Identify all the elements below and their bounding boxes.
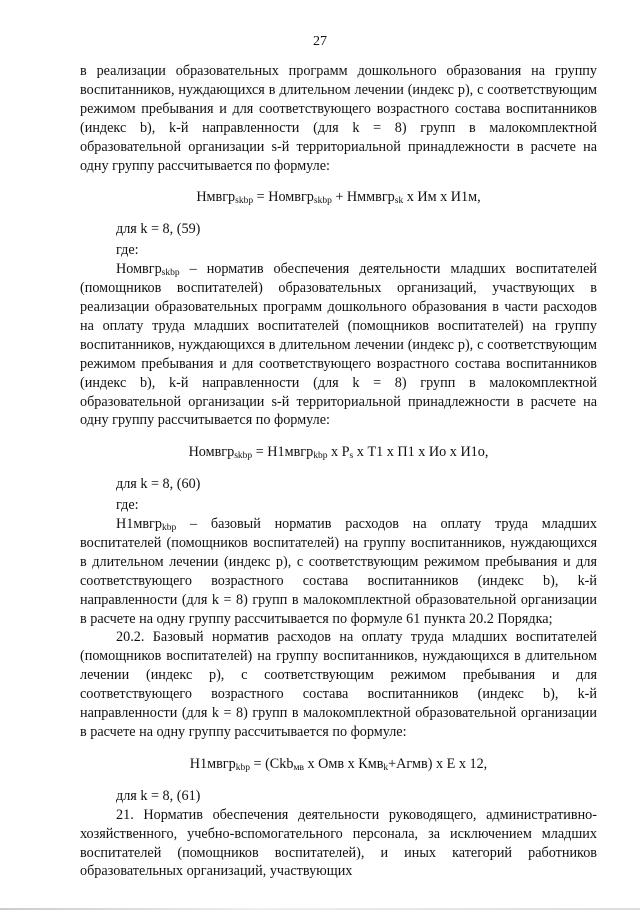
formula-term: х Р: [327, 444, 350, 461]
formula-60: [80, 443, 597, 462]
formula-subscript: kbp: [313, 451, 328, 462]
symbol: Номвгр: [116, 261, 162, 278]
symbol-subscript: kbp: [161, 523, 177, 534]
definition-text: – базовый норматив расходов на оплату труда младших воспитателей (помощников воспитателей) на группу воспитанников, нуждающихся в длительном лечении (индекс p), с соответствующим режимом пребывания и для соответствующего возрастного состава воспитанников (индекс b), k-й направленности (для k = 8) групп в малокомплектной образовательной организации в расчете на одну группу рассчитывается по формуле 61 пункта 20.2 Порядка;: [80, 516, 597, 627]
formula-subscript: k: [383, 762, 389, 773]
formula-term: + Нммвгр: [331, 189, 395, 206]
formula-subscript: мв: [293, 762, 304, 773]
formula-term: х Т1 х П1 х Ио х И1о,: [353, 444, 489, 461]
formula-term: х Омв х Кмв: [303, 755, 384, 772]
page-number: 27: [313, 34, 327, 49]
where-label: где:: [116, 497, 139, 514]
paragraph-intro: в реализации образовательных программ дошкольного образования на группу воспитанников, нуждающихся в длительном лечении (индекс p), с соответствующим режимом пребывания и для соответствующего возрастного состава воспитанников (индекс b), k-й направленности (для k = 8) групп в малокомплектной образовательной организации s-й территориальной принадлежности в расчете на одну группу рассчитывается по формуле:: [80, 63, 597, 174]
formula-subscript: sk: [394, 196, 404, 207]
formula-subscript: s: [349, 451, 354, 462]
formula-59: [80, 188, 597, 207]
formula-term: х Им х И1м,: [403, 189, 481, 206]
formula-term: Номвгр: [188, 444, 235, 461]
scan-edge: [0, 908, 640, 910]
definition-text: – норматив обеспечения деятельности младших воспитателей (помощников воспитателей) образовательных организаций, участвующих в реализации образовательных программ дошкольного образования в части расходов на оплату труда младших воспитателей (помощников воспитателей) на группу воспитанников, нуждающихся в длительном лечении (индекс p), с соответствующим режимом пребывания и для соответствующего возрастного состава воспитанников (индекс b), k-й направленности (для k = 8) групп в малокомплектной образовательной организации s-й территориальной принадлежности в расчете на одну группу рассчитывается по формуле:: [80, 261, 597, 429]
formula-subscript: skbp: [313, 196, 332, 207]
paragraph-20-2: 20.2. Базовый норматив расходов на оплату труда младших воспитателей (помощников воспитателей) на группу воспитанников, нуждающихся в длительном лечении (индекс p), с соответствующим режимом пребывания и для соответствующего возрастного состава воспитанников (индекс b), k-й направленности (для k = 8) групп в малокомплектной образовательной организации в расчете на одну группу рассчитывается по формуле:: [80, 629, 597, 740]
formula-61: [80, 755, 597, 774]
formula-subscript: kbp: [235, 762, 250, 773]
formula-subscript: skbp: [234, 451, 253, 462]
where-label: где:: [116, 242, 139, 259]
formula-term: = Н1мвгр: [252, 444, 314, 461]
paragraph-definition-nomvgr: [80, 260, 597, 430]
formula-term: = Номвгр: [253, 189, 314, 206]
formula-condition-60: для k = 8, (60): [116, 476, 201, 493]
symbol-subscript: skbp: [161, 268, 180, 279]
formula-term: Нмвгр: [196, 189, 236, 206]
formula-subscript: skbp: [235, 196, 254, 207]
formula-term: +Агмв) х Е х 12,: [388, 755, 488, 772]
formula-condition-61: для k = 8, (61): [116, 787, 201, 804]
paragraph-21: 21. Норматив обеспечения деятельности руководящего, административно-хозяйственного, учебно-вспомогательного персонала, за исключением младших воспитателей (помощников воспитателей), и иных категорий работников образовательных организаций, участвующих: [80, 806, 597, 880]
document-body: [80, 62, 597, 881]
paragraph-definition-n1mvgr: [80, 515, 597, 628]
formula-term: = (Сkb: [249, 755, 294, 772]
formula-condition-59: для k = 8, (59): [116, 221, 201, 238]
symbol: Н1мвгр: [116, 516, 162, 533]
formula-term: Н1мвгр: [189, 755, 236, 772]
